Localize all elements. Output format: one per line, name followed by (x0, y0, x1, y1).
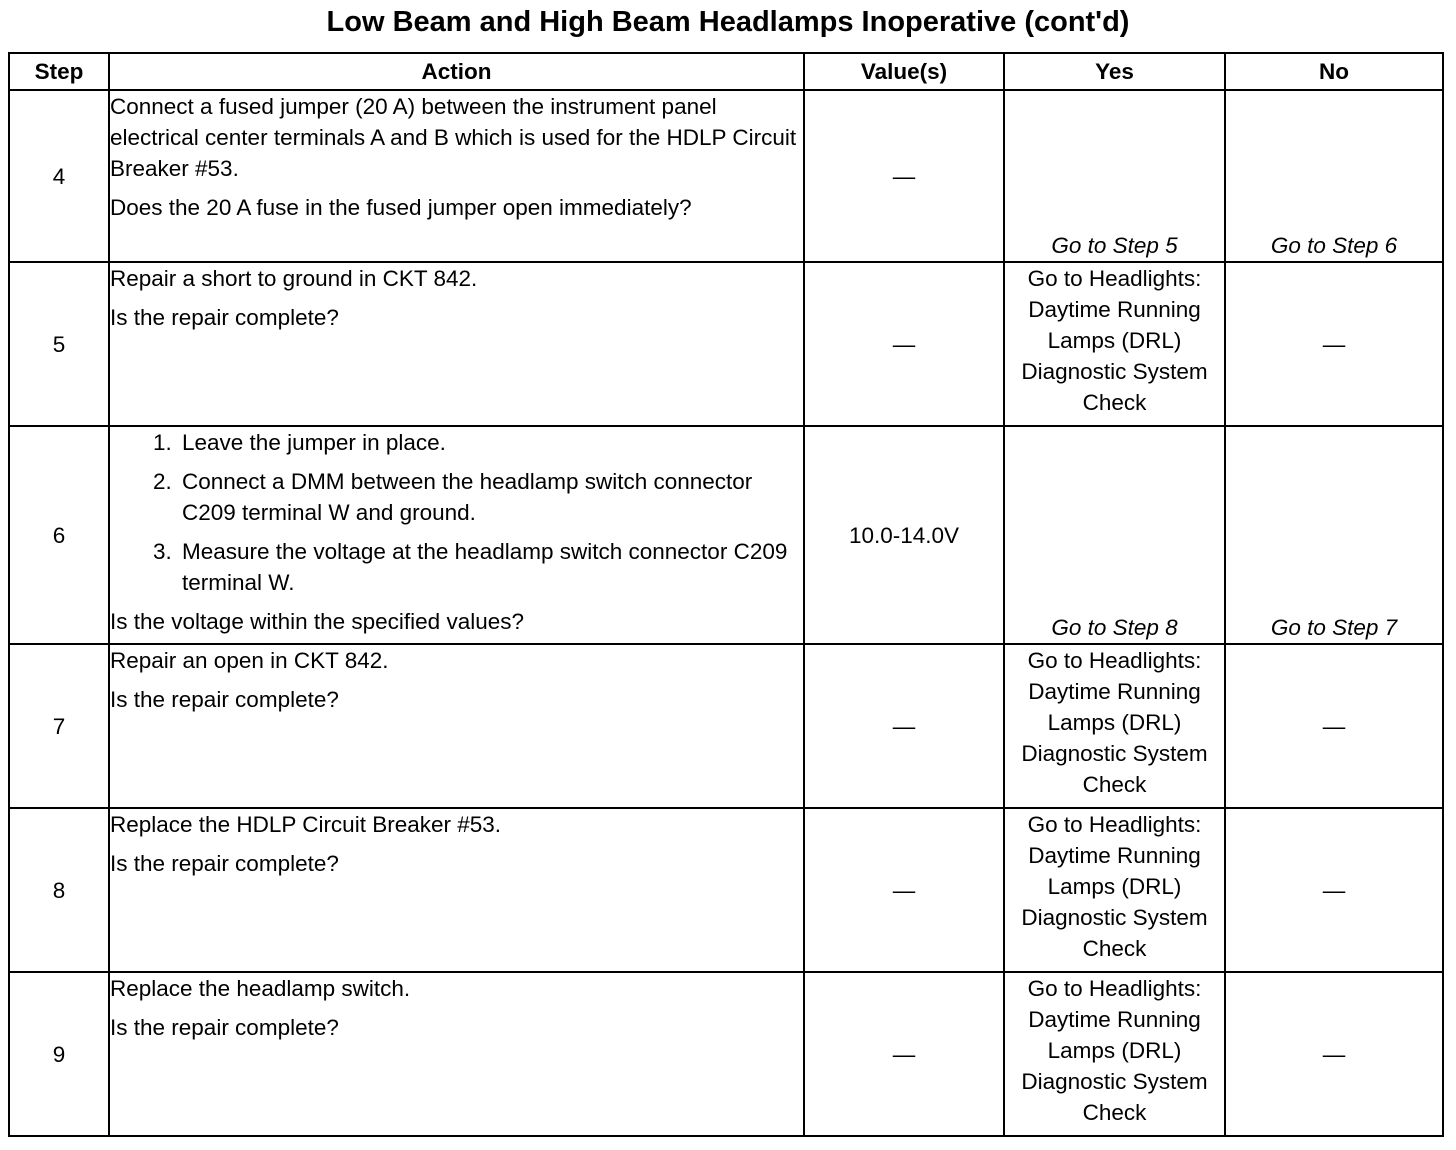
step-number: 9 (9, 972, 109, 1136)
yes-cell: Go to Step 5 (1004, 90, 1225, 262)
table-row-step-9 (9, 972, 1443, 1136)
step-number: 7 (9, 644, 109, 808)
table-row-step-7 (9, 644, 1443, 808)
action-question: Is the repair complete? (110, 687, 339, 712)
step-number: 4 (9, 90, 109, 262)
table-row-step-5 (9, 262, 1443, 426)
diagnostic-table (8, 52, 1444, 1137)
header-no: No (1225, 53, 1443, 90)
header-action: Action (109, 53, 804, 90)
action-instruction: Replace the headlamp switch. (110, 976, 411, 1001)
step-number: 8 (9, 808, 109, 972)
table-row-step-6 (9, 426, 1443, 644)
action-question: Is the voltage within the specified values? (110, 609, 524, 634)
action-instruction: Connect a fused jumper (20 A) between the instrument panel electrical center terminals A and B which is used for the HDLP Circuit Breaker #53. (110, 94, 797, 181)
step-number: 6 (9, 426, 109, 644)
action-cell (109, 426, 804, 644)
value-cell: — (804, 972, 1004, 1136)
action-cell (109, 262, 804, 426)
yes-cell: Go to Headlights: Daytime Running Lamps (DRL) Diagnostic System Check (1004, 644, 1225, 808)
yes-cell: Go to Step 8 (1004, 426, 1225, 644)
page-title: Low Beam and High Beam Headlamps Inoperative (cont'd) (326, 6, 1130, 38)
step-number: 5 (9, 262, 109, 426)
action-cell (109, 972, 804, 1136)
value-cell: — (804, 262, 1004, 426)
value-cell: — (804, 90, 1004, 262)
action-cell (109, 644, 804, 808)
header-step: Step (9, 53, 109, 90)
list-item: 1. Leave the jumper in place. (178, 427, 803, 458)
yes-cell: Go to Headlights: Daytime Running Lamps (DRL) Diagnostic System Check (1004, 262, 1225, 426)
action-instruction: Replace the HDLP Circuit Breaker #53. (110, 812, 502, 837)
no-cell: — (1225, 644, 1443, 808)
action-question: Does the 20 A fuse in the fused jumper open immediately? (110, 195, 692, 220)
value-cell: — (804, 644, 1004, 808)
action-question: Is the repair complete? (110, 1015, 339, 1040)
no-cell: — (1225, 972, 1443, 1136)
list-item: 2. Connect a DMM between the headlamp switch connector C209 terminal W and ground. (178, 466, 803, 528)
no-cell: — (1225, 808, 1443, 972)
yes-cell: Go to Headlights: Daytime Running Lamps (DRL) Diagnostic System Check (1004, 808, 1225, 972)
action-steps-list (110, 427, 803, 598)
action-question: Is the repair complete? (110, 851, 339, 876)
header-yes: Yes (1004, 53, 1225, 90)
no-cell: Go to Step 6 (1225, 90, 1443, 262)
yes-cell: Go to Headlights: Daytime Running Lamps (DRL) Diagnostic System Check (1004, 972, 1225, 1136)
no-cell: — (1225, 262, 1443, 426)
action-instruction: Repair an open in CKT 842. (110, 648, 389, 673)
action-question: Is the repair complete? (110, 305, 339, 330)
action-instruction: Repair a short to ground in CKT 842. (110, 266, 478, 291)
header-values: Value(s) (804, 53, 1004, 90)
table-row-step-4 (9, 90, 1443, 262)
action-cell (109, 90, 804, 262)
header-row (9, 53, 1443, 90)
action-cell (109, 808, 804, 972)
list-item: 3. Measure the voltage at the headlamp switch connector C209 terminal W. (178, 536, 803, 598)
value-cell: 10.0-14.0V (804, 426, 1004, 644)
value-cell: — (804, 808, 1004, 972)
table-row-step-8 (9, 808, 1443, 972)
no-cell: Go to Step 7 (1225, 426, 1443, 644)
